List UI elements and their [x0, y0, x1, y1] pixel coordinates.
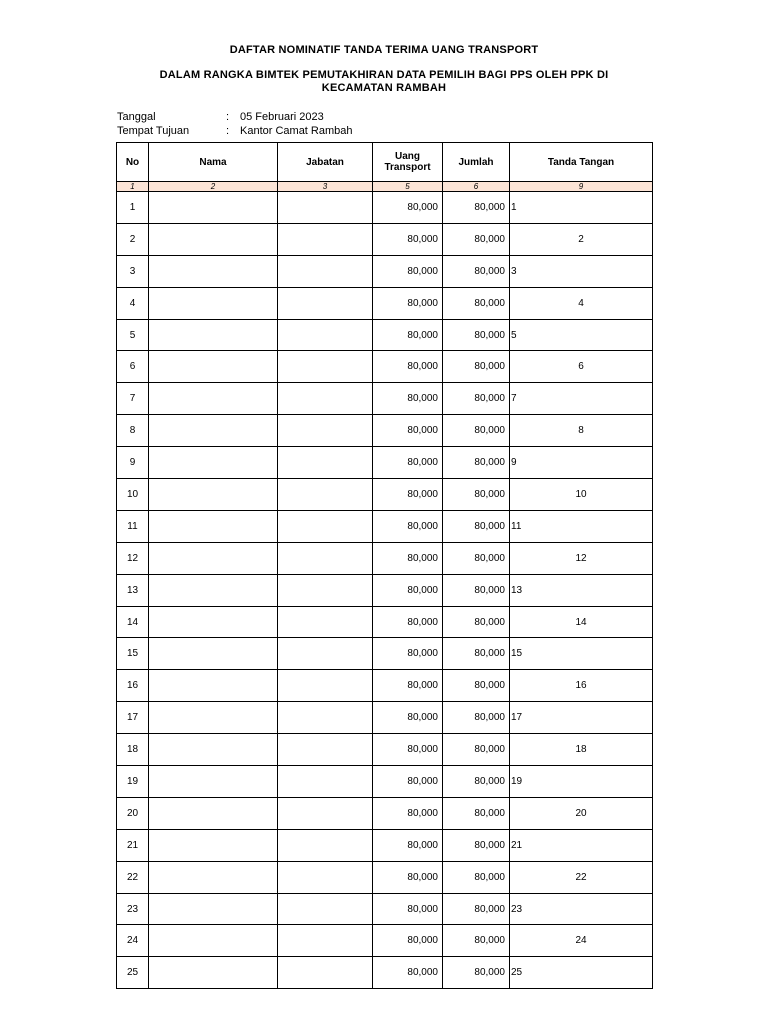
- cell-jabatan: [278, 510, 373, 542]
- cell-no: 7: [117, 383, 149, 415]
- cell-nama: [149, 415, 278, 447]
- cell-no: 21: [117, 829, 149, 861]
- cell-uang-transport: 80,000: [373, 351, 443, 383]
- subtitle-line-2: KECAMATAN RAMBAH: [321, 82, 447, 94]
- cell-jabatan: [278, 638, 373, 670]
- header-jumlah: Jumlah: [443, 143, 510, 182]
- cell-uang-transport: 80,000: [373, 925, 443, 957]
- cell-jabatan: [278, 702, 373, 734]
- cell-uang-transport: 80,000: [373, 510, 443, 542]
- cell-no: 5: [117, 319, 149, 351]
- cell-jumlah: 80,000: [443, 223, 510, 255]
- header-jabatan: Jabatan: [278, 143, 373, 182]
- cell-uang-transport: 80,000: [373, 861, 443, 893]
- cell-tanda-tangan: 5: [510, 319, 653, 351]
- table-row: [117, 255, 653, 287]
- cell-no: 17: [117, 702, 149, 734]
- cell-uang-transport: 80,000: [373, 797, 443, 829]
- cell-uang-transport: 80,000: [373, 606, 443, 638]
- cell-tanda-tangan: 23: [510, 893, 653, 925]
- cell-no: 24: [117, 925, 149, 957]
- cell-jumlah: 80,000: [443, 383, 510, 415]
- cell-jumlah: 80,000: [443, 319, 510, 351]
- cell-tanda-tangan: 12: [510, 542, 653, 574]
- cell-nama: [149, 192, 278, 224]
- column-number-row: [117, 182, 653, 192]
- table-row: [117, 925, 653, 957]
- cell-jabatan: [278, 542, 373, 574]
- cell-no: 25: [117, 957, 149, 989]
- cell-jabatan: [278, 606, 373, 638]
- cell-tanda-tangan: 17: [510, 702, 653, 734]
- cell-uang-transport: 80,000: [373, 670, 443, 702]
- cell-jumlah: 80,000: [443, 861, 510, 893]
- cell-no: 9: [117, 447, 149, 479]
- cell-uang-transport: 80,000: [373, 319, 443, 351]
- cell-uang-transport: 80,000: [373, 287, 443, 319]
- cell-jumlah: 80,000: [443, 542, 510, 574]
- cell-tanda-tangan: 20: [510, 797, 653, 829]
- cell-jabatan: [278, 829, 373, 861]
- cell-uang-transport: 80,000: [373, 893, 443, 925]
- cell-jabatan: [278, 223, 373, 255]
- table-row: [117, 797, 653, 829]
- table-row: [117, 383, 653, 415]
- header-uang-line-1: Uang: [395, 151, 420, 162]
- cell-jabatan: [278, 574, 373, 606]
- cell-uang-transport: 80,000: [373, 957, 443, 989]
- cell-no: 8: [117, 415, 149, 447]
- cell-nama: [149, 447, 278, 479]
- cell-no: 22: [117, 861, 149, 893]
- cell-no: 2: [117, 223, 149, 255]
- cell-jumlah: 80,000: [443, 957, 510, 989]
- cell-tanda-tangan: 22: [510, 861, 653, 893]
- meta-tujuan: [117, 125, 353, 137]
- cell-no: 15: [117, 638, 149, 670]
- cell-jumlah: 80,000: [443, 925, 510, 957]
- cell-tanda-tangan: 25: [510, 957, 653, 989]
- cell-jabatan: [278, 287, 373, 319]
- table-row: [117, 351, 653, 383]
- cell-jumlah: 80,000: [443, 479, 510, 511]
- cell-nama: [149, 766, 278, 798]
- tanggal-value: 05 Februari 2023: [240, 111, 324, 123]
- cell-jabatan: [278, 447, 373, 479]
- cell-jumlah: 80,000: [443, 702, 510, 734]
- cell-jabatan: [278, 192, 373, 224]
- cell-tanda-tangan: 13: [510, 574, 653, 606]
- cell-nama: [149, 223, 278, 255]
- cell-nama: [149, 542, 278, 574]
- cell-tanda-tangan: 6: [510, 351, 653, 383]
- table-row: [117, 638, 653, 670]
- cell-jabatan: [278, 893, 373, 925]
- cell-tanda-tangan: 16: [510, 670, 653, 702]
- nominatif-table: [116, 142, 653, 989]
- cell-uang-transport: 80,000: [373, 447, 443, 479]
- table-row: [117, 447, 653, 479]
- cell-uang-transport: 80,000: [373, 542, 443, 574]
- cell-jabatan: [278, 925, 373, 957]
- table-row: [117, 893, 653, 925]
- cell-nama: [149, 734, 278, 766]
- colon: :: [226, 125, 230, 137]
- cell-jabatan: [278, 670, 373, 702]
- table-row: [117, 574, 653, 606]
- cell-nama: [149, 287, 278, 319]
- table-row: [117, 542, 653, 574]
- table-row: [117, 734, 653, 766]
- cell-uang-transport: 80,000: [373, 192, 443, 224]
- tanggal-label: Tanggal: [117, 111, 156, 123]
- cell-tanda-tangan: 3: [510, 255, 653, 287]
- table-row: [117, 510, 653, 542]
- cell-jumlah: 80,000: [443, 893, 510, 925]
- cell-jabatan: [278, 479, 373, 511]
- cell-no: 13: [117, 574, 149, 606]
- cell-jabatan: [278, 861, 373, 893]
- cell-no: 1: [117, 192, 149, 224]
- cell-jumlah: 80,000: [443, 255, 510, 287]
- cell-tanda-tangan: 14: [510, 606, 653, 638]
- cell-uang-transport: 80,000: [373, 255, 443, 287]
- cell-no: 20: [117, 797, 149, 829]
- cell-uang-transport: 80,000: [373, 702, 443, 734]
- column-number: 1: [117, 182, 149, 192]
- cell-no: 18: [117, 734, 149, 766]
- cell-tanda-tangan: 19: [510, 766, 653, 798]
- cell-nama: [149, 829, 278, 861]
- cell-no: 11: [117, 510, 149, 542]
- table-row: [117, 861, 653, 893]
- table-row: [117, 766, 653, 798]
- cell-tanda-tangan: 10: [510, 479, 653, 511]
- cell-nama: [149, 797, 278, 829]
- cell-no: 10: [117, 479, 149, 511]
- table-row: [117, 479, 653, 511]
- cell-jabatan: [278, 351, 373, 383]
- cell-nama: [149, 351, 278, 383]
- header-nama: Nama: [149, 143, 278, 182]
- table-row: [117, 223, 653, 255]
- cell-tanda-tangan: 1: [510, 192, 653, 224]
- column-number: 6: [443, 182, 510, 192]
- cell-nama: [149, 606, 278, 638]
- cell-uang-transport: 80,000: [373, 415, 443, 447]
- cell-nama: [149, 670, 278, 702]
- cell-jabatan: [278, 415, 373, 447]
- cell-nama: [149, 319, 278, 351]
- table-row: [117, 192, 653, 224]
- cell-jabatan: [278, 797, 373, 829]
- cell-jumlah: 80,000: [443, 510, 510, 542]
- subtitle-line-1: DALAM RANGKA BIMTEK PEMUTAKHIRAN DATA PEMILIH BAGI PPS OLEH PPK DI: [159, 69, 609, 81]
- cell-jumlah: 80,000: [443, 766, 510, 798]
- cell-nama: [149, 479, 278, 511]
- cell-nama: [149, 383, 278, 415]
- cell-nama: [149, 861, 278, 893]
- document-title: DAFTAR NOMINATIF TANDA TERIMA UANG TRANSPORT: [229, 44, 539, 56]
- cell-no: 16: [117, 670, 149, 702]
- column-number: 5: [373, 182, 443, 192]
- cell-uang-transport: 80,000: [373, 766, 443, 798]
- cell-nama: [149, 957, 278, 989]
- column-number: 3: [278, 182, 373, 192]
- cell-nama: [149, 574, 278, 606]
- table-row: [117, 829, 653, 861]
- cell-jabatan: [278, 383, 373, 415]
- cell-no: 19: [117, 766, 149, 798]
- cell-no: 6: [117, 351, 149, 383]
- column-number: 9: [510, 182, 653, 192]
- colon: :: [226, 111, 230, 123]
- cell-tanda-tangan: 24: [510, 925, 653, 957]
- table-header-row: [117, 143, 653, 182]
- cell-jumlah: 80,000: [443, 447, 510, 479]
- column-number: 2: [149, 182, 278, 192]
- table-row: [117, 606, 653, 638]
- cell-nama: [149, 925, 278, 957]
- cell-uang-transport: 80,000: [373, 574, 443, 606]
- cell-tanda-tangan: 2: [510, 223, 653, 255]
- cell-nama: [149, 510, 278, 542]
- cell-uang-transport: 80,000: [373, 734, 443, 766]
- cell-nama: [149, 702, 278, 734]
- cell-tanda-tangan: 18: [510, 734, 653, 766]
- cell-no: 23: [117, 893, 149, 925]
- cell-no: 4: [117, 287, 149, 319]
- header-tanda-tangan: Tanda Tangan: [510, 143, 653, 182]
- table-row: [117, 319, 653, 351]
- cell-jumlah: 80,000: [443, 638, 510, 670]
- cell-tanda-tangan: 7: [510, 383, 653, 415]
- tujuan-label: Tempat Tujuan: [117, 125, 190, 137]
- cell-jumlah: 80,000: [443, 415, 510, 447]
- cell-nama: [149, 255, 278, 287]
- cell-jabatan: [278, 734, 373, 766]
- cell-no: 3: [117, 255, 149, 287]
- table-row: [117, 287, 653, 319]
- cell-jumlah: 80,000: [443, 797, 510, 829]
- cell-uang-transport: 80,000: [373, 479, 443, 511]
- cell-no: 14: [117, 606, 149, 638]
- header-no: No: [117, 143, 149, 182]
- header-uang-transport: [373, 143, 443, 182]
- cell-jabatan: [278, 766, 373, 798]
- cell-jumlah: 80,000: [443, 829, 510, 861]
- cell-tanda-tangan: 21: [510, 829, 653, 861]
- table-row: [117, 670, 653, 702]
- header-uang-line-2: Transport: [384, 162, 431, 173]
- document-subtitle: [0, 69, 768, 95]
- cell-nama: [149, 893, 278, 925]
- cell-nama: [149, 638, 278, 670]
- cell-tanda-tangan: 9: [510, 447, 653, 479]
- cell-jumlah: 80,000: [443, 192, 510, 224]
- cell-jabatan: [278, 319, 373, 351]
- cell-uang-transport: 80,000: [373, 383, 443, 415]
- cell-no: 12: [117, 542, 149, 574]
- cell-jabatan: [278, 255, 373, 287]
- cell-uang-transport: 80,000: [373, 223, 443, 255]
- cell-tanda-tangan: 8: [510, 415, 653, 447]
- cell-jumlah: 80,000: [443, 670, 510, 702]
- cell-tanda-tangan: 15: [510, 638, 653, 670]
- cell-jumlah: 80,000: [443, 351, 510, 383]
- cell-uang-transport: 80,000: [373, 638, 443, 670]
- cell-tanda-tangan: 4: [510, 287, 653, 319]
- cell-jumlah: 80,000: [443, 287, 510, 319]
- table-row: [117, 415, 653, 447]
- cell-uang-transport: 80,000: [373, 829, 443, 861]
- table-row: [117, 957, 653, 989]
- tujuan-value: Kantor Camat Rambah: [240, 125, 353, 137]
- meta-tanggal: [117, 111, 324, 123]
- cell-jumlah: 80,000: [443, 734, 510, 766]
- table-row: [117, 702, 653, 734]
- cell-jumlah: 80,000: [443, 574, 510, 606]
- cell-jumlah: 80,000: [443, 606, 510, 638]
- cell-tanda-tangan: 11: [510, 510, 653, 542]
- cell-jabatan: [278, 957, 373, 989]
